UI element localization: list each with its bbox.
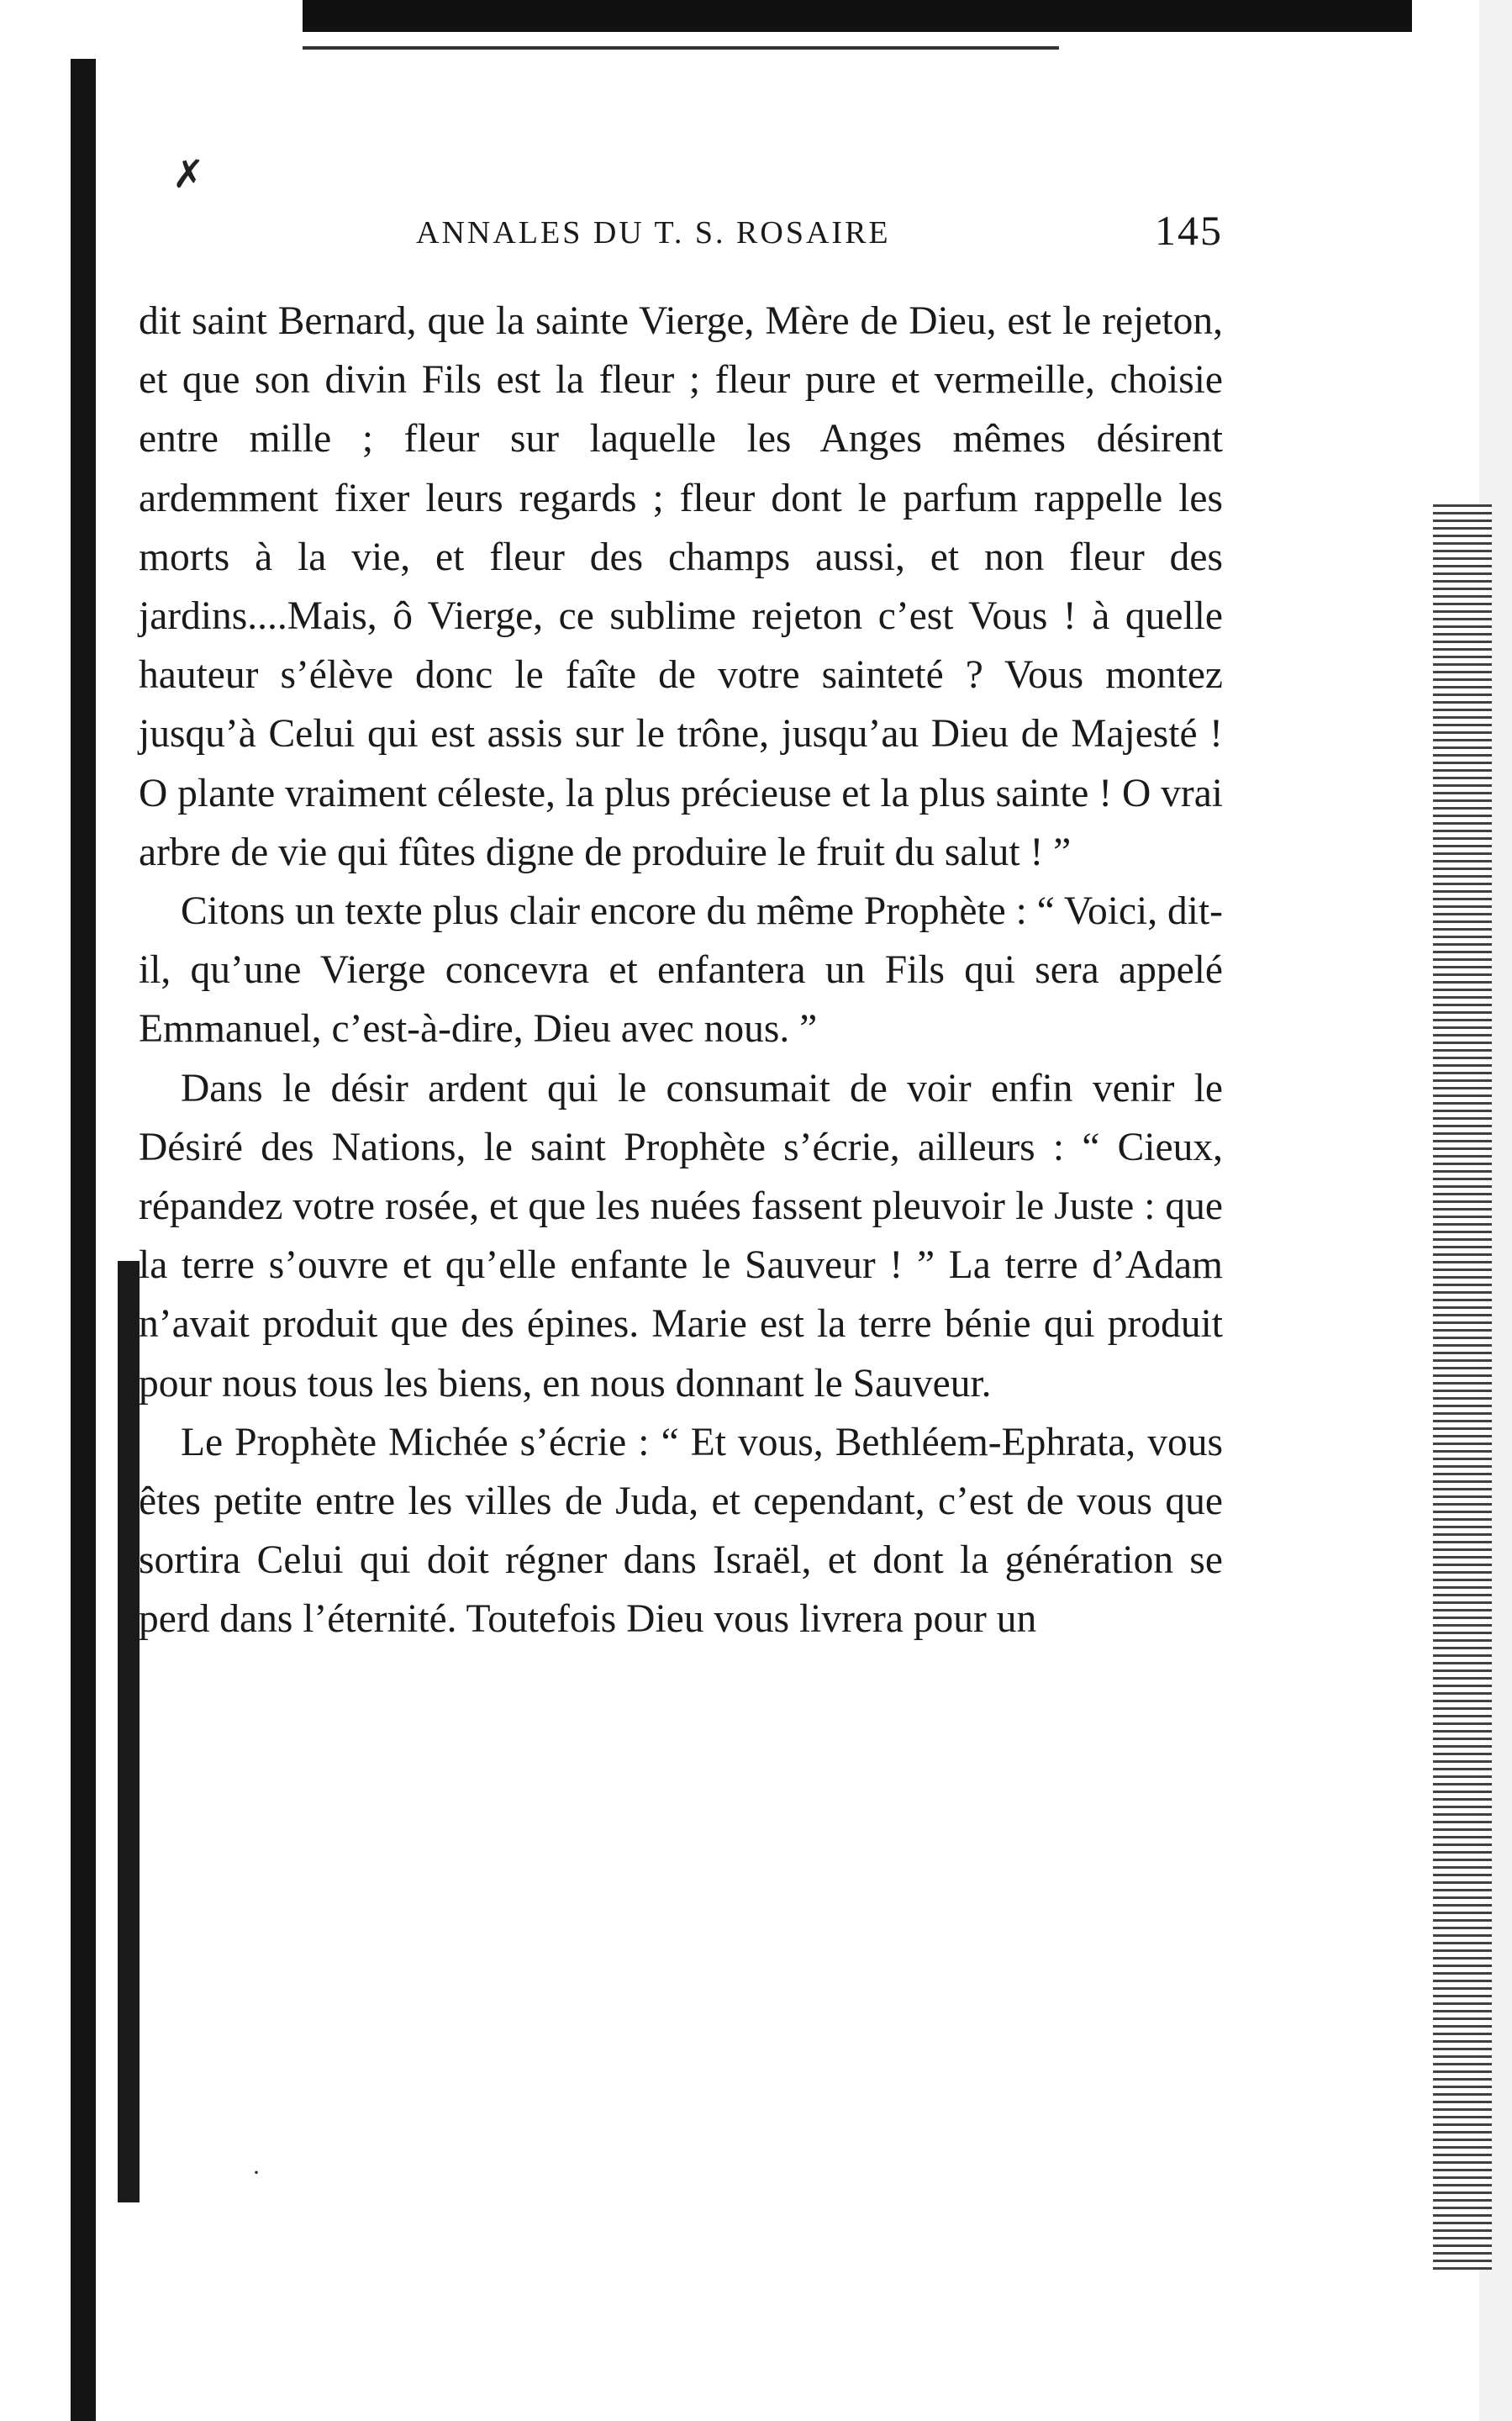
ink-speck: · xyxy=(252,2159,261,2186)
scan-top-edge xyxy=(303,0,1412,32)
scan-left-inner-edge xyxy=(118,1261,140,2202)
ink-mark: ✗ xyxy=(172,153,205,196)
body-text xyxy=(139,292,1223,1649)
running-title: ANNALES DU T. S. ROSAIRE xyxy=(416,215,891,251)
paragraph: Citons un texte plus clair encore du même Prophète : “ Voici, dit-il, qu’une Vierge concevra et enfantera un Fils qui sera appelé Emmanuel, c’est-à-dire, Dieu avec nous. ” xyxy=(139,889,1223,1052)
paragraph: Le Prophète Michée s’écrie : “ Et vous, Bethléem-Ephrata, vous êtes petite entre les villes de Juda, et cependant, c’est de vous que sortira Celui qui doit régner dans Israël, et dont la génération se perd dans l’éternité. Toutefois Dieu vous livrera pour un xyxy=(139,1420,1223,1642)
page-header xyxy=(139,206,1223,266)
scan-top-line xyxy=(303,46,1059,50)
page-number: 145 xyxy=(1155,207,1223,254)
scan-right-edge xyxy=(1433,504,1492,2270)
scan-left-edge xyxy=(71,59,96,2421)
paragraph: Dans le désir ardent qui le consumait de voir enfin venir le Désiré des Nations, le saint Prophète s’écrie, ailleurs : “ Cieux, répandez votre rosée, et que les nuées fassent pleuvoir le Juste : que la terre s’ouvre et qu’elle enfante le Sauveur ! ” La terre d’Adam n’avait produit que des épines. Marie est la terre bénie qui produit pour nous tous les biens, en nous donnant le Sauveur. xyxy=(139,1066,1223,1406)
book-page xyxy=(139,206,1223,1649)
paragraph: dit saint Bernard, que la sainte Vierge, Mère de Dieu, est le rejeton, et que son divin Fils est la fleur ; fleur pure et vermeille, choisie entre mille ; fleur sur laquelle les Anges mêmes désirent ardemment fixer leurs regards ; fleur dont le parfum rappelle les morts à la vie, et fleur des champs aussi, et non fleur des jardins....Mais, ô Vierge, ce sublime rejeton c’est Vous ! à quelle hauteur s’élève donc le faîte de votre sainteté ? Vous montez jusqu’à Celui qui est assis sur le trône, jusqu’au Dieu de Majesté ! O plante vraiment céleste, la plus précieuse et la plus sainte ! O vrai arbre de vie qui fûtes digne de produire le fruit du salut ! ” xyxy=(139,299,1223,874)
